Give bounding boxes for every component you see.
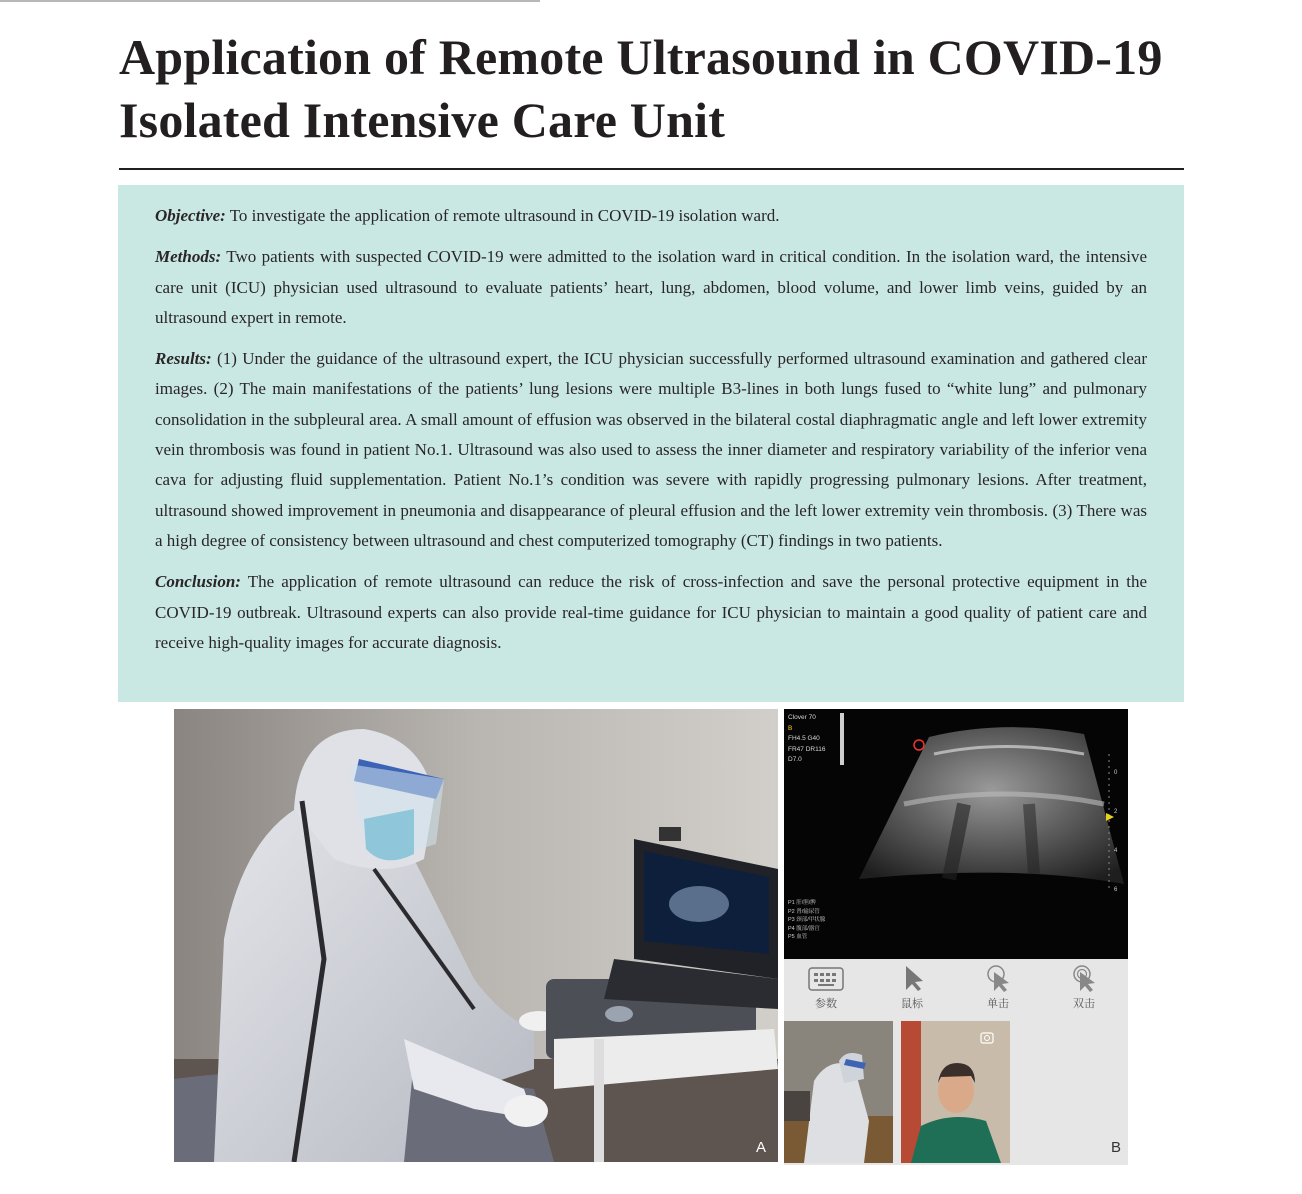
lung-ultrasound-image [784, 709, 1128, 959]
icu-physician-thumbnail [784, 1021, 893, 1163]
figure-panel-b-remote-panel [784, 959, 1128, 1165]
control-label: 双击 [1073, 997, 1095, 1010]
abstract-objective [155, 201, 1147, 231]
single-click-control [968, 964, 1028, 1011]
preset-item: P4 腹部/器官 [788, 925, 820, 932]
cursor-icon [894, 964, 930, 992]
panel-b-label: B [1111, 1139, 1122, 1156]
preset-item: P5 血管 [788, 934, 808, 940]
results-label: Results: [155, 349, 212, 369]
mouse-control [882, 964, 942, 1011]
control-label: 参数 [815, 997, 837, 1010]
panel-a-label: A [756, 1139, 767, 1156]
ultrasound-parameters [788, 713, 825, 766]
methods-text: Two patients with suspected COVID-19 were admitted to the isolation ward in critical condition. In the isolation ward, the intensive care unit (ICU) physician used ultrasound to evaluate patients’ heart, lung, abdomen, blood volume, and lower limb veins, guided by an ultrasound expert in remote. [155, 247, 1147, 327]
depth-scale [1114, 754, 1117, 910]
params-line-1: FH4.5 G40 [788, 735, 820, 742]
conclusion-text: The application of remote ultrasound can reduce the risk of cross-infection and save the personal protective equipment in the COVID-19 outbreak. Ultrasound experts can also provide real-time guidance for ICU physician to maintain a good quality of patient care and receive high-quality images for accurate diagnosis. [155, 572, 1147, 652]
tap-icon [980, 964, 1016, 992]
remote-expert-thumbnail [901, 1021, 1010, 1163]
figure-panel-b-ultrasound-screen [784, 709, 1128, 959]
preset-item: P3 颈部/甲状腺 [788, 917, 826, 923]
abstract-conclusion [155, 567, 1147, 658]
double-tap-icon [1066, 964, 1102, 992]
params-control [796, 964, 856, 1011]
results-text: (1) Under the guidance of the ultrasound expert, the ICU physician successfully performed ultrasound examination and gathered clear images. (2) The main manifestations of the patients’ lung lesions were multiple B3-lines in both lungs fused to “white lung” and pulmonary consolidation in the subpleural area. A small amount of effusion was observed in the bilateral costal diaphragmatic angle and left lower extremity vein thrombosis was found in patient No.1. Ultrasound was also used to assess the inner diameter and respiratory variability of the inferior vena cava for adjusting fluid supplementation. Patient No.1’s condition was severe with rapidly progressing pulmonary lesions. After treatment, ultrasound showed improvement in pneumonia and disappearance of pleural effusion and the left lower extremity vein thrombosis. (3) There was a high degree of consistency between ultrasound and chest computerized tomography (CT) findings in two patients. [155, 349, 1147, 550]
video-feed-icu [784, 1021, 893, 1163]
physician-ultrasound-illustration [174, 709, 778, 1162]
depth-tick: 4 [1114, 848, 1118, 854]
preset-list [788, 899, 825, 942]
figure-panel-a-photo [174, 709, 778, 1162]
device-name: Clover 70 [788, 714, 816, 721]
depth-tick: 2 [1114, 809, 1118, 815]
methods-label: Methods: [155, 247, 222, 267]
article-title: Application of Remote Ultrasound in COVID-19 Isolated Intensive Care Unit [119, 29, 1163, 148]
abstract-box [118, 185, 1184, 702]
control-label: 鼠标 [901, 997, 923, 1010]
depth-tick: 0 [1114, 770, 1118, 776]
conclusion-label: Conclusion: [155, 572, 241, 592]
title-divider [119, 168, 1184, 170]
preset-item: P1 肝/胆/脾 [788, 900, 816, 906]
objective-text: To investigate the application of remote ultrasound in COVID-19 isolation ward. [225, 206, 780, 225]
depth-tick: 6 [1114, 887, 1118, 893]
abstract-results [155, 344, 1147, 556]
mode-indicator: B [788, 724, 793, 732]
top-edge-line [0, 0, 540, 2]
video-feed-expert [901, 1021, 1010, 1163]
preset-item: P2 肾/输尿管 [788, 908, 820, 915]
control-label: 单击 [987, 997, 1009, 1010]
keyboard-icon [808, 964, 844, 992]
double-click-control [1054, 964, 1114, 1011]
params-line-3: D7.0 [788, 756, 802, 763]
abstract-methods [155, 242, 1147, 333]
params-line-2: FR47 DR116 [788, 745, 826, 753]
objective-label: Objective: [155, 206, 226, 225]
